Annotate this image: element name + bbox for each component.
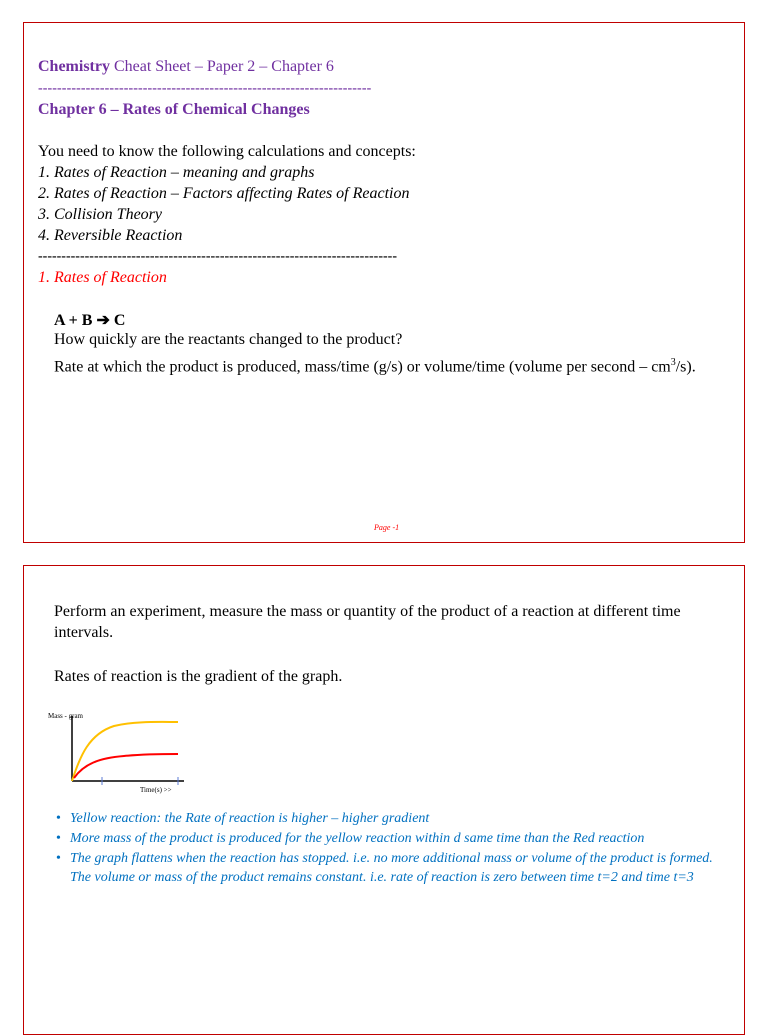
rate-definition [54,352,734,377]
superscript: 3 [670,357,676,368]
yellow-curve [72,722,178,781]
rate-graph [44,706,194,796]
bullet-list [54,809,734,888]
question-text: How quickly are the reactants changed to the product? [54,331,403,348]
topic-item: 3. Collision Theory [38,206,163,223]
rate-text-end: /s). [675,358,696,376]
x-axis-label: Time(s) >> [140,786,172,794]
intro-text: You need to know the following calculations and concepts: [38,143,416,160]
reaction-equation: A + B ➔ C [54,312,126,329]
topic-item: 2. Rates of Reaction – Factors affecting Rates of Reaction [38,185,410,202]
experiment-text: Perform an experiment, measure the mass or quantity of the product of a reaction at different time intervals. [54,603,681,641]
gradient-text: Rates of reaction is the gradient of the graph. [54,668,343,685]
purple-divider: ---------------------------------------------------------------------- [38,81,372,96]
bullet-item: • Yellow reaction: the Rate of reaction is higher – higher gradient [54,809,734,828]
page-number: Page -1 [374,523,400,532]
red-curve [74,754,178,778]
topic-item: 1. Rates of Reaction – meaning and graphs [38,164,315,181]
bullet-item: • More mass of the product is produced for the yellow reaction within d same time than the Red reaction [54,829,734,848]
document-page-2 [23,565,745,1035]
header-rest: Cheat Sheet – Paper 2 – Chapter 6 [109,58,334,75]
rate-text: Rate at which the product is produced, mass/time (g/s) or volume/time (volume per second – cm [54,358,671,376]
document-page-1 [23,22,745,543]
chapter-title: Chapter 6 – Rates of Chemical Changes [38,101,310,118]
section-title: 1. Rates of Reaction [38,269,167,286]
subject-label: Chemistry [38,58,110,75]
y-axis-label: Mass - gram [48,712,83,720]
black-divider: ----------------------------------------------------------------------------- [38,249,397,264]
bullet-item: • The graph flattens when the reaction has stopped. i.e. no more additional mass or volume of the product is formed. The volume or mass of the product remains constant. i.e. rate of reaction is zero between time t=2 and time t=3 [54,849,734,887]
topic-item: 4. Reversible Reaction [38,227,183,244]
sheet-header [38,58,334,76]
